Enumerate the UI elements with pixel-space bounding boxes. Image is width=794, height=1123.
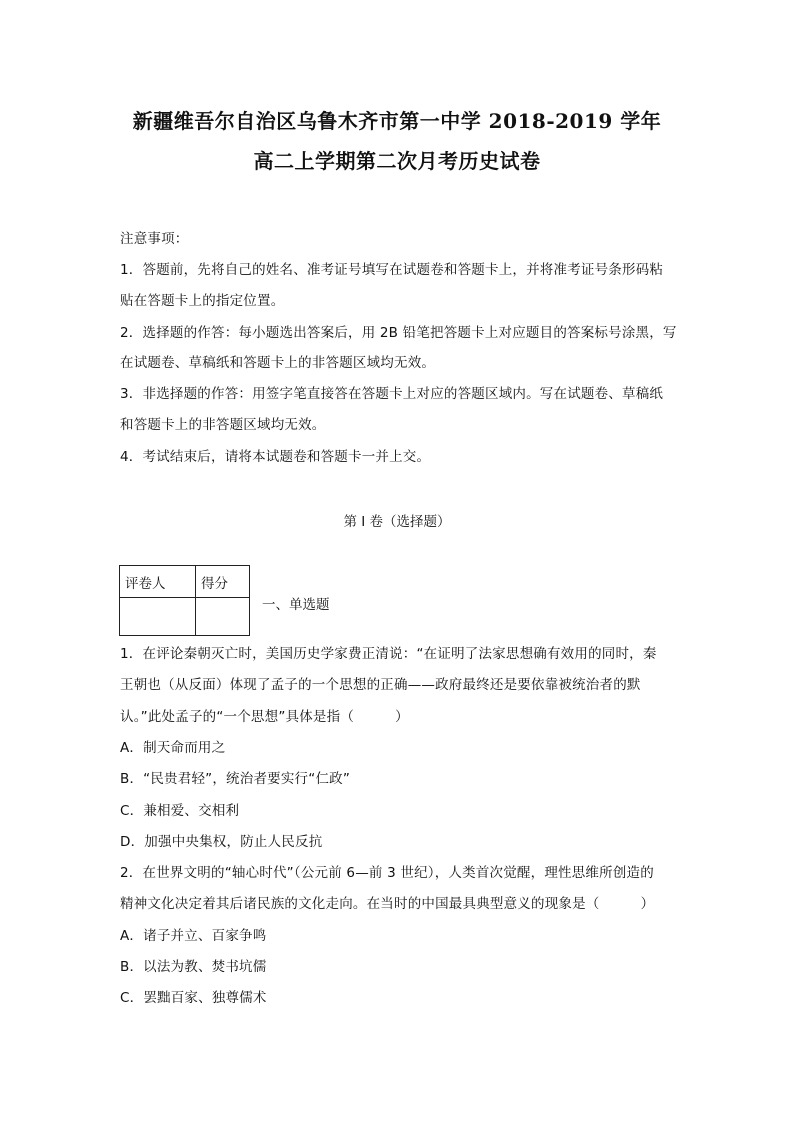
grading-table xyxy=(119,565,250,636)
question-2-option-c: C．罢黜百家、独尊儒术 xyxy=(120,990,267,1006)
grader-cell xyxy=(120,598,196,636)
score-cell xyxy=(196,598,250,636)
question-1-text: 1．在评论秦朝灭亡时，美国历史学家费正清说：“在证明了法家思想确有效用的同时，秦 xyxy=(120,646,657,662)
question-1-text: 认。”此处孟子的“一个思想”具体是指（ ） xyxy=(120,709,409,725)
question-1-option-d: D．加强中央集权，防止人民反抗 xyxy=(120,834,323,850)
notice-line: 贴在答题卡上的指定位置。 xyxy=(120,293,285,309)
exam-title-line-1: 新疆维吾尔自治区乌鲁木齐市第一中学 2018-2019 学年 xyxy=(132,109,662,133)
notice-heading: 注意事项： xyxy=(120,231,189,247)
question-1-text: 王朝也（从反面）体现了孟子的一个思想的正确——政府最终还是要依靠被统治者的默 xyxy=(120,677,641,693)
notice-line: 3．非选择题的作答：用签字笔直接答在答题卡上对应的答题区域内。写在试题卷、草稿纸 xyxy=(120,386,664,402)
notice-line: 4．考试结束后，请将本试题卷和答题卡一并上交。 xyxy=(120,449,431,465)
notice-line: 在试题卷、草稿纸和答题卡上的非答题区域均无效。 xyxy=(120,355,436,371)
notice-line: 2．选择题的作答：每小题选出答案后，用 2B 铅笔把答题卡上对应题目的答案标号涂黑，写 xyxy=(120,325,677,341)
question-2-text: 2．在世界文明的“轴心时代”（公元前 6—前 3 世纪），人类首次觉醒，理性思维所创造的 xyxy=(120,865,654,881)
question-2-text: 精神文化决定着其后诸民族的文化走向。在当时的中国最具典型意义的现象是（ ） xyxy=(120,896,655,912)
section-heading: 一、单选题 xyxy=(262,597,330,613)
notice-line: 和答题卡上的非答题区域均无效。 xyxy=(120,417,326,433)
question-2-option-a: A．诸子并立、百家争鸣 xyxy=(120,928,267,944)
question-1-option-b: B．“民贵君轻”，统治者要实行“仁政” xyxy=(120,771,351,787)
exam-title-line-2: 高二上学期第二次月考历史试卷 xyxy=(253,149,541,173)
grader-header: 评卷人 xyxy=(120,566,196,598)
part-title: 第 I 卷（选择题） xyxy=(343,514,451,530)
question-1-option-a: A．制天命而用之 xyxy=(120,740,226,756)
question-1-option-c: C．兼相爱、交相利 xyxy=(120,803,240,819)
question-2-option-b: B．以法为教、焚书坑儒 xyxy=(120,959,267,975)
notice-line: 1．答题前，先将自己的姓名、准考证号填写在试题卷和答题卡上，并将准考证号条形码粘 xyxy=(120,262,664,278)
score-header: 得分 xyxy=(196,566,250,598)
